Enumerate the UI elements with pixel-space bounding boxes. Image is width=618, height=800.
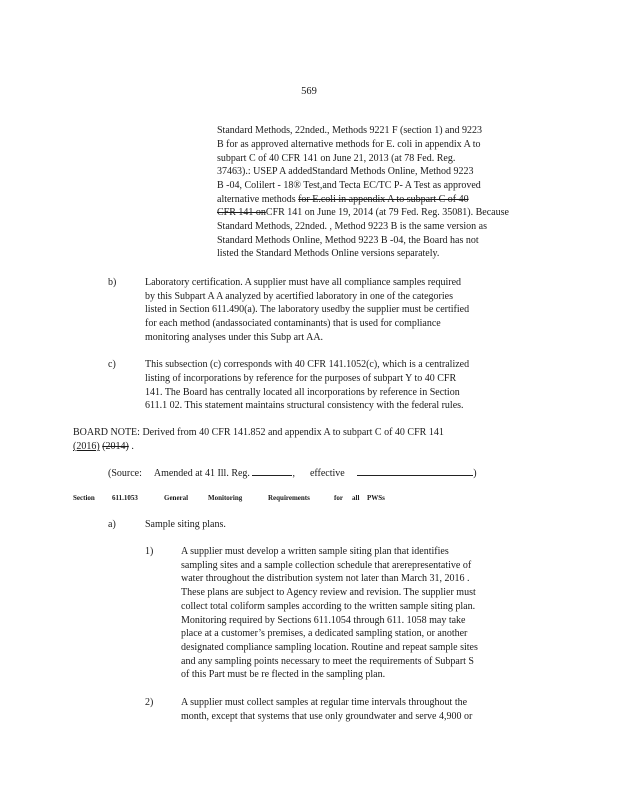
text-line — [73, 440, 134, 454]
effective-date-blank — [357, 466, 473, 476]
text-line: These plans are subject to Agency review and revision. The supplier must — [181, 587, 476, 598]
struck-text: for E.coli in appendix A to subpart C of 40 — [298, 194, 469, 205]
struck-text: CFR 141 on — [217, 207, 266, 218]
inserted-text: (2016) — [73, 441, 100, 452]
source-close: ) — [473, 468, 477, 479]
text-line: A supplier must develop a written sample siting plan that identifies — [181, 546, 449, 557]
text-line: designated compliance sampling location. Routine and repeat sample sites — [181, 642, 478, 653]
heading-word: PWSs — [367, 494, 385, 502]
item-label: b) — [108, 277, 117, 288]
heading-word: General — [164, 494, 189, 502]
text-line: month, except that systems that use only groundwater and serve 4,900 or — [181, 711, 473, 722]
text-span: . — [128, 441, 134, 452]
heading-word: Requirements — [268, 494, 310, 502]
heading-word: Monitoring — [208, 494, 243, 502]
text-line: This subsection (c) corresponds with 40 CFR 141.1052(c), which is a centralized — [145, 359, 470, 370]
text-line: B for as approved alternative methods for E. coli in appendix A to — [217, 139, 481, 150]
text-span: CFR 141 on June 19, 2014 (at 79 Fed. Reg. 35081). Because — [265, 207, 509, 218]
section-word: Section — [73, 494, 95, 502]
source-label: (Source: — [108, 468, 142, 479]
item-label: 1) — [145, 546, 154, 557]
text-line: of this Part must be re flected in the sampling plan. — [181, 669, 386, 680]
item-label: 2) — [145, 697, 154, 708]
text-line: Standard Methods, 22nded. , Method 9223 B is the same version as — [217, 221, 487, 232]
heading-word: for — [334, 494, 343, 502]
source-effective: effective — [309, 468, 345, 479]
text-line: A supplier must collect samples at regular time intervals throughout the — [181, 697, 468, 708]
text-line: Standard Methods Online, Method 9223 B -04, the Board has not — [217, 235, 479, 246]
text-line: water throughout the distribution system not later than March 31, 2016 . — [181, 573, 470, 584]
text-line: for each method (andassociated contaminants) that is used for compliance — [145, 318, 441, 329]
text-span: alternative methods — [217, 194, 299, 205]
text-line: BOARD NOTE: Derived from 40 CFR 141.852 and appendix A to subpart C of 40 CFR 141 — [73, 427, 444, 438]
text-line: sampling sites and a sample collection schedule that arerepresentative of — [181, 560, 472, 571]
text-line: monitoring analyses under this Subp art AA. — [145, 332, 324, 343]
text-line: by this Subpart A A analyzed by acertified laboratory in one of the categories — [145, 291, 453, 302]
item-label: c) — [108, 359, 116, 370]
text-line: listed in Section 611.490(a). The laboratory usedby the supplier must be certified — [145, 304, 470, 315]
heading-word: all — [352, 494, 360, 502]
text-line: subpart C of 40 CFR 141 on June 21, 2013 (at 78 Fed. Reg. — [217, 153, 456, 164]
text-line: Laboratory certification. A supplier must have all compliance samples required — [145, 277, 462, 288]
text-line: and any sampling points necessary to meet the requirements of Subpart S — [181, 656, 474, 667]
section-number: 611.1053 — [112, 494, 138, 502]
text-line — [217, 206, 509, 220]
page-number: 569 — [301, 86, 317, 97]
text-line: B -04, Colilert - 18® Test,and Tecta EC/TC P- A Test as approved — [217, 180, 481, 191]
item-label: a) — [108, 519, 116, 530]
text-line: place at a customer’s premises, a dedicated sampling station, or another — [181, 628, 468, 639]
source-line — [108, 466, 477, 481]
source-amended: Amended at 41 Ill. Reg. — [153, 468, 250, 479]
text-line: 611.1 02. This statement maintains structural consistency with the federal rules. — [145, 400, 464, 411]
text-line: Sample siting plans. — [145, 519, 226, 530]
text-line: Monitoring required by Sections 611.1054 through 611. 1058 may take — [181, 615, 466, 626]
text-line: 141. The Board has centrally located all incorporations by reference in Section — [145, 387, 460, 398]
text-line — [217, 193, 469, 207]
volume-blank — [252, 466, 292, 476]
text-line: listing of incorporations by reference for the purposes of subpart Y to 40 CFR — [145, 373, 457, 384]
text-line: listed the Standard Methods Online versions separately. — [217, 248, 440, 259]
text-line: 37463).: USEP A addedStandard Methods Online, Method 9223 — [217, 166, 474, 177]
struck-text: (2014) — [102, 441, 129, 452]
source-comma: , — [292, 468, 295, 479]
text-line: collect total coliform samples according to the written sample siting plan. — [181, 601, 476, 612]
text-line: Standard Methods, 22nded., Methods 9221 F (section 1) and 9223 — [217, 125, 482, 136]
